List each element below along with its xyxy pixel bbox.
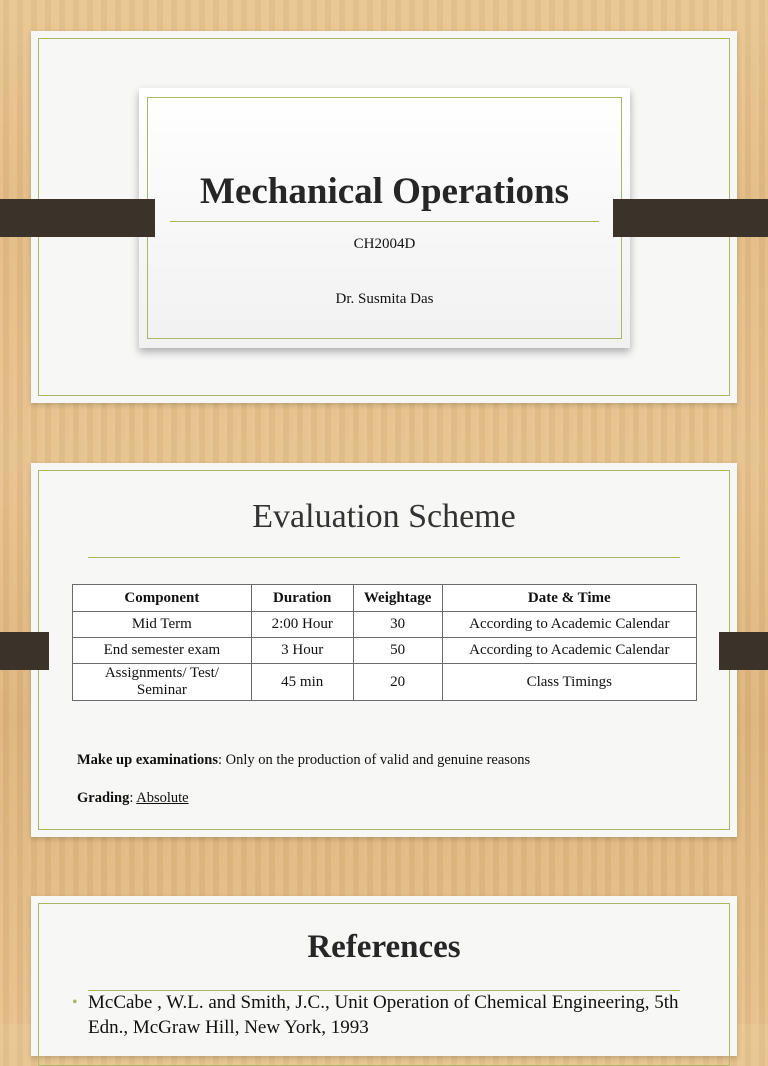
table-row — [73, 664, 697, 701]
evaluation-table — [72, 584, 697, 701]
course-code: CH2004D — [353, 236, 416, 252]
presentation-title: Mechanical Operations — [200, 171, 569, 212]
table-cell: 2:00 Hour — [251, 612, 353, 638]
left-strap-decoration — [0, 632, 49, 670]
makeup-text: : Only on the production of valid and genuine reasons — [218, 752, 531, 768]
makeup-label: Make up examinations — [77, 752, 218, 768]
evaluation-slide — [31, 463, 737, 837]
table-cell: 3 Hour — [251, 638, 353, 664]
table-cell: 20 — [353, 664, 442, 701]
table-cell: According to Academic Calendar — [442, 612, 696, 638]
reference-text: McCabe , W.L. and Smith, J.C., Unit Operation of Chemical Engineering, 5th Edn., McGraw Hill, New York, 1993 — [88, 992, 679, 1038]
table-cell: 45 min — [251, 664, 353, 701]
table-cell: 30 — [353, 612, 442, 638]
column-header: Component — [73, 585, 252, 612]
table-row — [73, 638, 697, 664]
table-cell: Assignments/ Test/ Seminar — [73, 664, 252, 701]
column-header: Duration — [251, 585, 353, 612]
grading-note — [77, 790, 189, 807]
reference-item — [72, 990, 688, 1040]
title-card — [139, 88, 630, 348]
slide-border — [38, 903, 730, 1066]
references-slide — [31, 896, 737, 1056]
grading-label: Grading — [77, 790, 130, 806]
table-cell: Mid Term — [73, 612, 252, 638]
right-strap-decoration — [613, 199, 768, 237]
table-row — [73, 612, 697, 638]
right-strap-decoration — [719, 632, 768, 670]
bullet-icon: • — [72, 994, 78, 1011]
table-cell: End semester exam — [73, 638, 252, 664]
slide-title: References — [307, 929, 461, 965]
column-header: Weightage — [353, 585, 442, 612]
title-divider — [170, 221, 599, 222]
table-cell: Class Timings — [442, 664, 696, 701]
table-header-row — [73, 585, 697, 612]
makeup-note — [77, 752, 530, 769]
table-cell: 50 — [353, 638, 442, 664]
author-name: Dr. Susmita Das — [335, 291, 434, 307]
grading-value: Absolute — [136, 790, 189, 806]
grading-separator: : — [129, 790, 137, 806]
table-cell: According to Academic Calendar — [442, 638, 696, 664]
left-strap-decoration — [0, 199, 155, 237]
title-divider — [88, 557, 680, 558]
slide-title: Evaluation Scheme — [252, 498, 516, 535]
column-header: Date & Time — [442, 585, 696, 612]
